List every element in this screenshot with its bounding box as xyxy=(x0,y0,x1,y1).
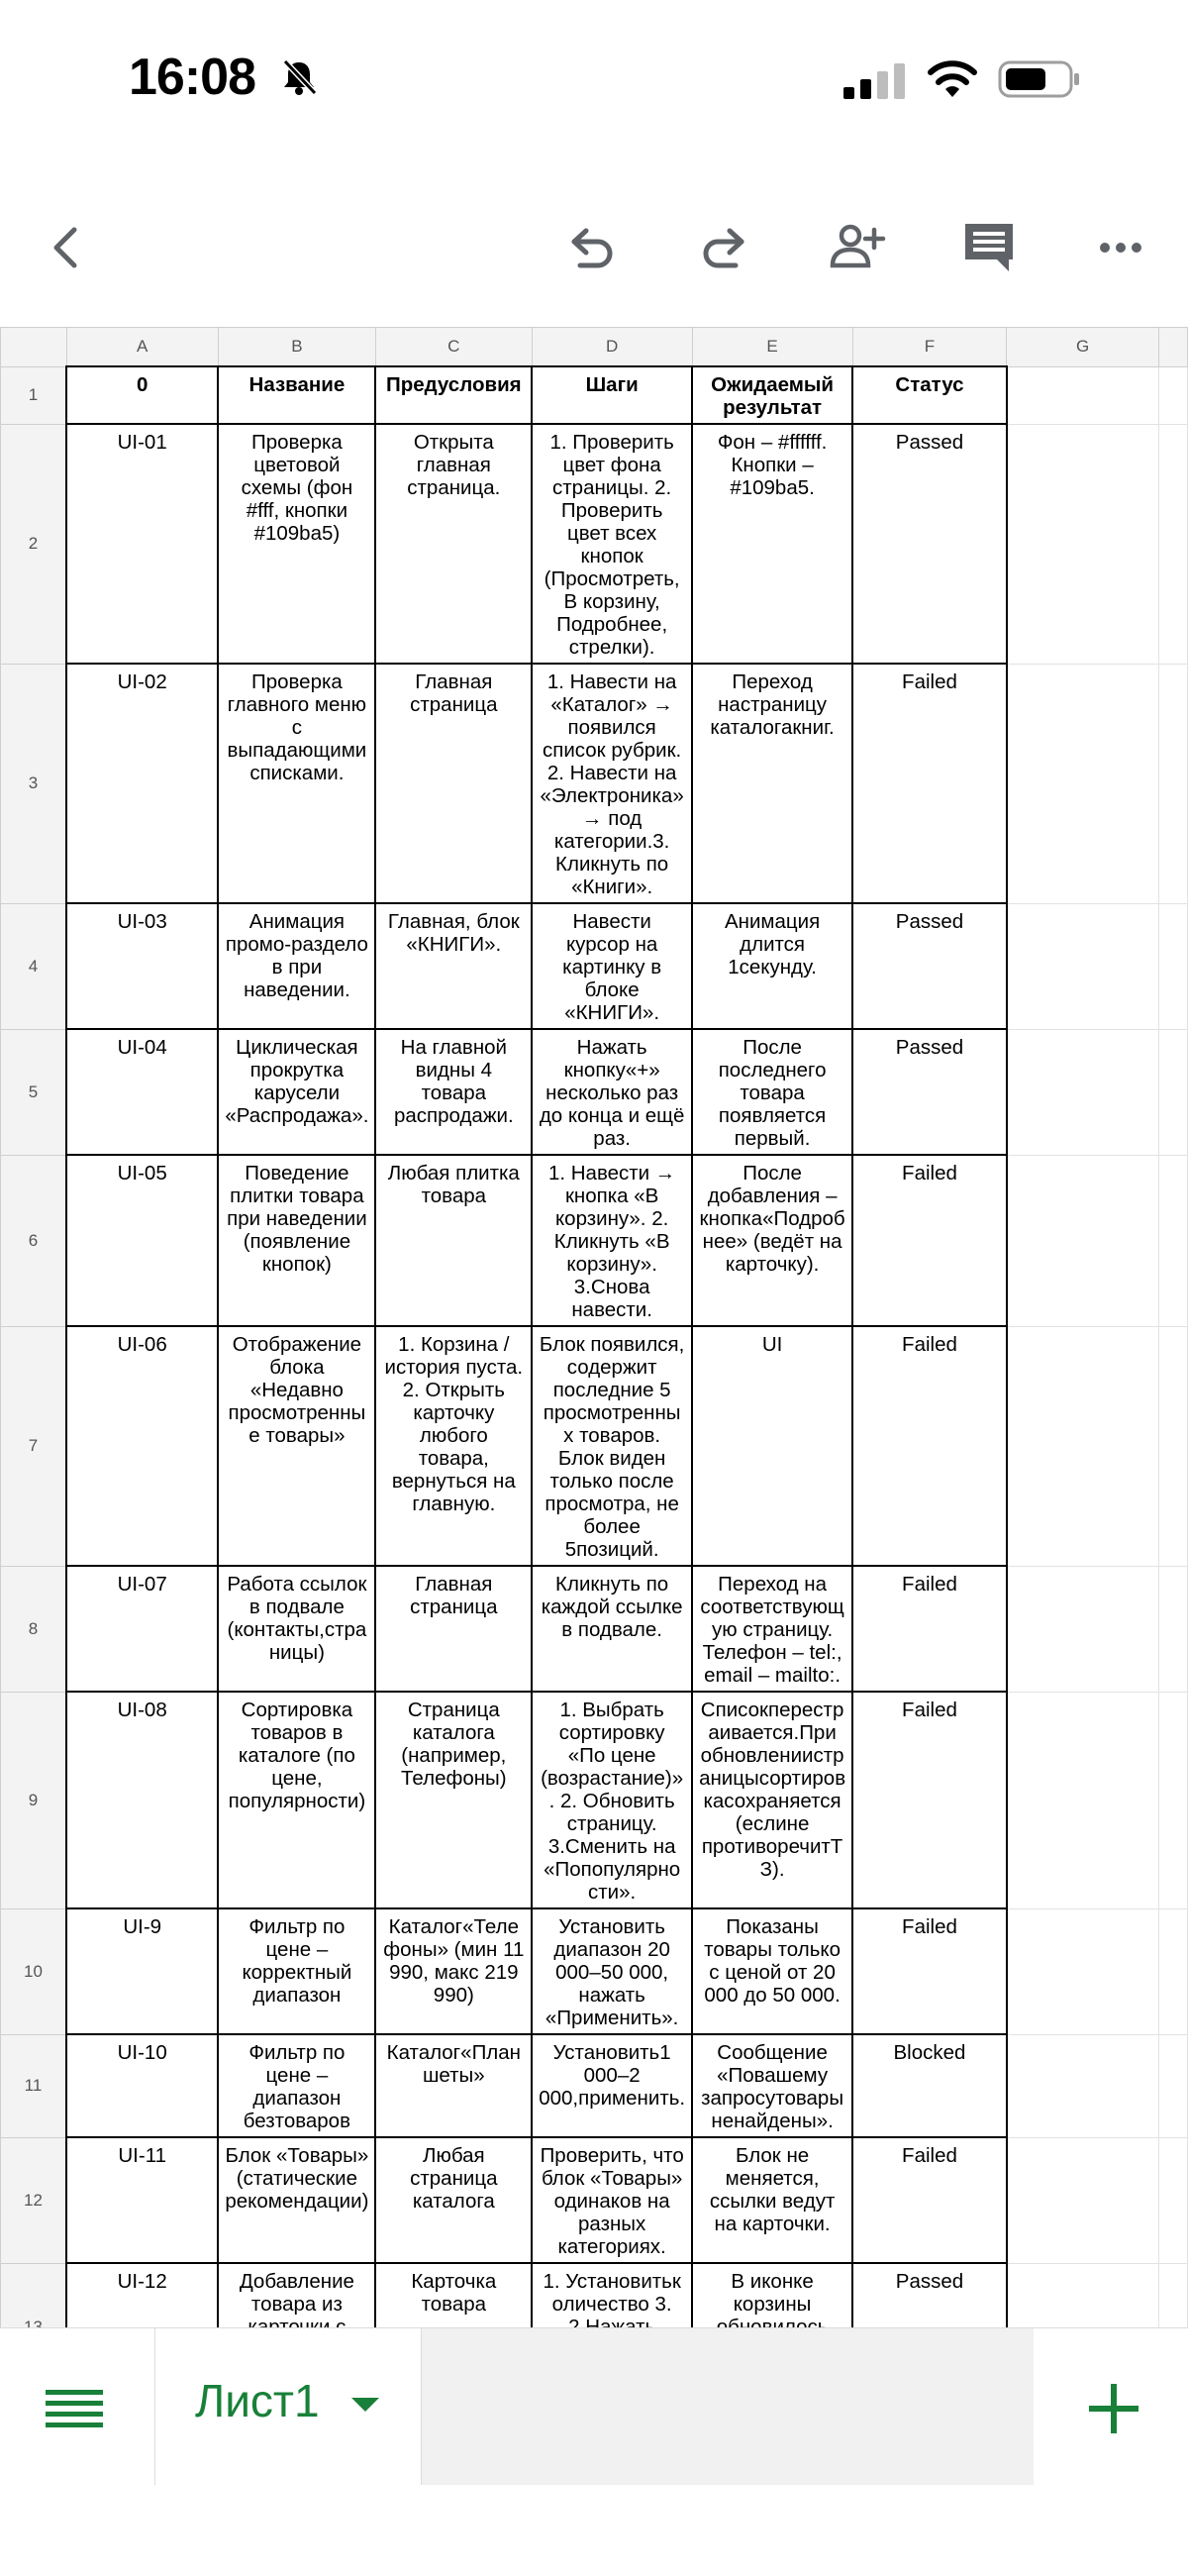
cell-g[interactable] xyxy=(1007,1566,1158,1692)
column-header-e[interactable]: E xyxy=(692,328,852,367)
cell-g[interactable] xyxy=(1007,1908,1158,2034)
cell-f[interactable]: Failed xyxy=(852,1566,1007,1692)
comment-icon xyxy=(959,218,1019,277)
share-button[interactable] xyxy=(822,218,891,277)
cell-overflow[interactable] xyxy=(1158,1908,1187,2034)
row-header[interactable]: 4 xyxy=(1,903,67,1029)
cell-c[interactable]: Карточка товара xyxy=(375,2263,532,2392)
column-header-d[interactable]: D xyxy=(532,328,692,367)
cell-f[interactable]: Статус xyxy=(852,366,1007,424)
wifi-icon xyxy=(926,57,979,101)
cell-f[interactable]: Failed xyxy=(852,1326,1007,1566)
cell-c[interactable]: Любая плитка товара xyxy=(375,1155,532,1326)
redo-button[interactable] xyxy=(689,218,758,277)
cell-d[interactable]: Шаги xyxy=(532,366,692,424)
cell-d[interactable]: 1. Проверить цвет фона страницы. 2. Проверить цвет всех кнопок (Просмотреть, В корзину, Подробнее, стрелки). xyxy=(532,424,692,664)
cell-e[interactable]: Фон – #ffffff. Кнопки – #109ba5. xyxy=(692,424,852,664)
table-row xyxy=(1,424,1188,664)
cell-f[interactable]: Failed xyxy=(852,1155,1007,1326)
cell-b[interactable]: Работа ссылок в подвале (контакты,стра ницы) xyxy=(218,1566,375,1692)
column-header-a[interactable]: A xyxy=(66,328,218,367)
table-row xyxy=(1,664,1188,903)
column-header-row xyxy=(1,328,1188,367)
cell-overflow[interactable] xyxy=(1158,903,1187,1029)
row-header[interactable]: 5 xyxy=(1,1029,67,1155)
cell-b[interactable]: Блок «Товары» (статические рекомендации) xyxy=(218,2137,375,2263)
sheets-list-icon[interactable] xyxy=(40,2380,109,2439)
cell-g[interactable] xyxy=(1007,1326,1158,1566)
cell-d[interactable]: Установить диапазон 20 000–50 000, нажать «Применить». xyxy=(532,1908,692,2034)
cell-overflow[interactable] xyxy=(1158,664,1187,903)
cell-d[interactable]: Нажать кнопку«+» несколько раз до конца и ещё раз. xyxy=(532,1029,692,1155)
cell-g[interactable] xyxy=(1007,664,1158,903)
cell-d[interactable]: Навести курсор на картинку в блоке «КНИГИ». xyxy=(532,903,692,1029)
cell-e[interactable]: Ожидаемый результат xyxy=(692,366,852,424)
cell-a[interactable]: UI-11 xyxy=(66,2137,218,2263)
cell-overflow[interactable] xyxy=(1158,1326,1187,1566)
back-button[interactable] xyxy=(32,218,101,277)
cell-b[interactable]: Добавление товара из xyxy=(218,2263,375,2392)
cell-overflow[interactable] xyxy=(1158,1155,1187,1326)
cell-overflow[interactable] xyxy=(1158,1029,1187,1155)
table-row xyxy=(1,1326,1188,1566)
cell-f[interactable]: Passed xyxy=(852,2263,1007,2392)
row-header[interactable]: 8 xyxy=(1,1566,67,1692)
cell-e[interactable]: После последнего товара появляется первый. xyxy=(692,1029,852,1155)
cell-g[interactable] xyxy=(1007,2137,1158,2263)
cell-d[interactable]: Проверить, что блок «Товары» одинаков на разных категориях. xyxy=(532,2137,692,2263)
cell-d[interactable]: 1. Выбрать сортировку «По цене (возрастание)» . 2. Обновить страницу. 3.Сменить на «Попопулярно сти». xyxy=(532,1692,692,1908)
cell-g[interactable] xyxy=(1007,1155,1158,1326)
cell-a[interactable]: UI-08 xyxy=(66,1692,218,1908)
cell-overflow[interactable] xyxy=(1158,1692,1187,1908)
cell-g[interactable] xyxy=(1007,1692,1158,1908)
cell-b[interactable]: Проверка главного меню с выпадающими списками. xyxy=(218,664,375,903)
silent-bell-icon xyxy=(279,57,319,97)
cell-a[interactable]: UI-02 xyxy=(66,664,218,903)
cell-f[interactable]: Passed xyxy=(852,903,1007,1029)
cell-c[interactable]: Главная страница xyxy=(375,664,532,903)
cell-b[interactable]: Фильтр по цене – корректный диапазон xyxy=(218,1908,375,2034)
add-person-icon xyxy=(827,218,886,277)
cell-d[interactable]: 1. Установитьк оличество 3. xyxy=(532,2263,692,2392)
sheet-table xyxy=(0,327,1188,2393)
table-row xyxy=(1,1692,1188,1908)
row-header[interactable]: 11 xyxy=(1,2034,67,2137)
more-options-button[interactable] xyxy=(1086,218,1155,277)
comments-button[interactable] xyxy=(954,218,1024,277)
row-header[interactable]: 12 xyxy=(1,2137,67,2263)
cell-e[interactable]: Блок не меняется, ссылки ведут на карточки. xyxy=(692,2137,852,2263)
cell-a[interactable]: UI-03 xyxy=(66,903,218,1029)
cell-a[interactable]: 0 xyxy=(66,366,218,424)
sheet-tab-label: Лист1 xyxy=(195,2375,320,2426)
cell-overflow[interactable] xyxy=(1158,1566,1187,1692)
cell-f[interactable]: Failed xyxy=(852,664,1007,903)
cell-overflow[interactable] xyxy=(1158,424,1187,664)
cell-b[interactable]: Проверка цветовой схемы (фон #fff, кнопки #109ba5) xyxy=(218,424,375,664)
column-header-c[interactable]: C xyxy=(375,328,532,367)
cell-f[interactable]: Failed xyxy=(852,1692,1007,1908)
cell-e[interactable]: После добавления – кнопка«Подроб нее» (ведёт на карточку). xyxy=(692,1155,852,1326)
undo-button[interactable] xyxy=(557,218,627,277)
cell-c[interactable]: На главной видны 4 товара распродажи. xyxy=(375,1029,532,1155)
cell-a[interactable]: UI-07 xyxy=(66,1566,218,1692)
cell-c[interactable]: Главная, блок «КНИГИ». xyxy=(375,903,532,1029)
cell-a[interactable]: UI-06 xyxy=(66,1326,218,1566)
row-header[interactable]: 1 xyxy=(1,366,67,424)
column-header-g[interactable]: G xyxy=(1007,328,1158,367)
row-header[interactable]: 3 xyxy=(1,664,67,903)
more-dots-icon xyxy=(1091,218,1150,277)
row-header[interactable]: 6 xyxy=(1,1155,67,1326)
spreadsheet-grid[interactable] xyxy=(0,327,1188,2327)
cell-e[interactable]: Переход на соответствующ ую страницу. Телефон – tel:, email – mailto:. xyxy=(692,1566,852,1692)
cell-overflow[interactable] xyxy=(1158,2137,1187,2263)
cell-e[interactable]: Сообщение «Повашему запросутовары ненайдены». xyxy=(692,2034,852,2137)
redo-icon xyxy=(694,218,753,277)
cellular-signal-icon xyxy=(842,61,911,101)
cell-a[interactable]: UI-12 xyxy=(66,2263,218,2392)
cell-b[interactable]: Циклическая прокрутка карусели «Распродажа». xyxy=(218,1029,375,1155)
caret-down-icon[interactable] xyxy=(351,2398,379,2412)
cell-d[interactable]: Установить1 000–2 000,применить. xyxy=(532,2034,692,2137)
cell-f[interactable]: Failed xyxy=(852,1908,1007,2034)
cell-e[interactable]: Списокперестр аивается.При обновленииcтр аницысортиров касохраняется (еслине противоречитТ З). xyxy=(692,1692,852,1908)
undo-icon xyxy=(562,218,622,277)
table-row xyxy=(1,1155,1188,1326)
row-header[interactable]: 10 xyxy=(1,1908,67,2034)
column-header-f[interactable]: F xyxy=(852,328,1007,367)
row-header[interactable]: 2 xyxy=(1,424,67,664)
row-header[interactable]: 9 xyxy=(1,1692,67,1908)
cell-c[interactable]: Предусловия xyxy=(375,366,532,424)
table-row xyxy=(1,366,1188,424)
cell-f[interactable]: Failed xyxy=(852,2137,1007,2263)
battery-icon xyxy=(998,59,1081,99)
cell-g[interactable] xyxy=(1007,424,1158,664)
status-bar xyxy=(0,0,1188,163)
cell-d[interactable]: 1. Навести на «Каталог» → появился список рубрик. 2. Навести на «Электроника» → под категории.3. Кликнуть по «Книги». xyxy=(532,664,692,903)
cell-c[interactable]: Открыта главная страница. xyxy=(375,424,532,664)
cell-d[interactable]: Блок появился, содержит последние 5 просмотренны х товаров. Блок виден только после просмотра, не более 5позиций. xyxy=(532,1326,692,1566)
cell-a[interactable]: UI-04 xyxy=(66,1029,218,1155)
cell-c[interactable]: Каталог«Теле фоны» (мин 11 990, макс 219 990) xyxy=(375,1908,532,2034)
row-header[interactable]: 7 xyxy=(1,1326,67,1566)
cell-e[interactable]: В иконке корзины xyxy=(692,2263,852,2392)
cell-b[interactable]: Поведение плитки товара при наведении (появление кнопок) xyxy=(218,1155,375,1326)
cell-a[interactable]: UI-05 xyxy=(66,1155,218,1326)
cell-e[interactable]: Анимация длится 1секунду. xyxy=(692,903,852,1029)
cell-a[interactable]: UI-10 xyxy=(66,2034,218,2137)
cell-e[interactable]: Переход настраницу каталогакниг. xyxy=(692,664,852,903)
cell-b[interactable]: Фильтр по цене – диапазон безтоваров xyxy=(218,2034,375,2137)
cell-g[interactable] xyxy=(1007,903,1158,1029)
cell-c[interactable]: Любая страница каталога xyxy=(375,2137,532,2263)
cell-f[interactable]: Passed xyxy=(852,424,1007,664)
column-header-overflow[interactable] xyxy=(1158,328,1187,367)
cell-a[interactable]: UI-9 xyxy=(66,1908,218,2034)
cell-overflow[interactable] xyxy=(1158,366,1187,424)
cell-f[interactable]: Passed xyxy=(852,1029,1007,1155)
cell-g[interactable] xyxy=(1007,1029,1158,1155)
table-row xyxy=(1,1908,1188,2034)
cell-c[interactable]: Страница каталога (например, Телефоны) xyxy=(375,1692,532,1908)
cell-c[interactable]: Главная страница xyxy=(375,1566,532,1692)
cell-b[interactable]: Название xyxy=(218,366,375,424)
chevron-left-icon xyxy=(37,218,96,277)
cell-overflow[interactable] xyxy=(1158,2034,1187,2137)
sheets-toolbar xyxy=(0,198,1188,297)
cell-b[interactable]: Сортировка товаров в каталоге (по цене, популярности) xyxy=(218,1692,375,1908)
table-row xyxy=(1,2034,1188,2137)
table-row xyxy=(1,2137,1188,2263)
cell-c[interactable]: 1. Корзина / история пуста. 2. Открыть карточку любого товара, вернуться на главную. xyxy=(375,1326,532,1566)
cell-d[interactable]: Кликнуть по каждой ссылке в подвале. xyxy=(532,1566,692,1692)
select-all-corner[interactable] xyxy=(1,328,67,367)
table-row xyxy=(1,1029,1188,1155)
cell-a[interactable]: UI-01 xyxy=(66,424,218,664)
status-time: 16:08 xyxy=(129,49,255,106)
sheet-tabs-bar xyxy=(0,2327,1188,2487)
cell-f[interactable]: Blocked xyxy=(852,2034,1007,2137)
table-row xyxy=(1,903,1188,1029)
cell-e[interactable]: Показаны товары только с ценой от 20 000 до 50 000. xyxy=(692,1908,852,2034)
cell-g[interactable] xyxy=(1007,2034,1158,2137)
tab-strip-empty xyxy=(422,2328,1034,2485)
cell-g[interactable] xyxy=(1007,366,1158,424)
table-row xyxy=(1,1566,1188,1692)
cell-b[interactable]: Отображение блока «Недавно просмотренны е товары» xyxy=(218,1326,375,1566)
sheet-tab-active[interactable] xyxy=(154,2328,422,2485)
cell-d[interactable]: 1. Навести → кнопка «В корзину». 2. Кликнуть «В корзину». 3.Снова навести. xyxy=(532,1155,692,1326)
column-header-b[interactable]: B xyxy=(218,328,375,367)
cell-c[interactable]: Каталог«План шеты» xyxy=(375,2034,532,2137)
plus-icon[interactable] xyxy=(1079,2374,1148,2443)
cell-e[interactable]: UI xyxy=(692,1326,852,1566)
cell-b[interactable]: Анимация промо-раздело в при наведении. xyxy=(218,903,375,1029)
